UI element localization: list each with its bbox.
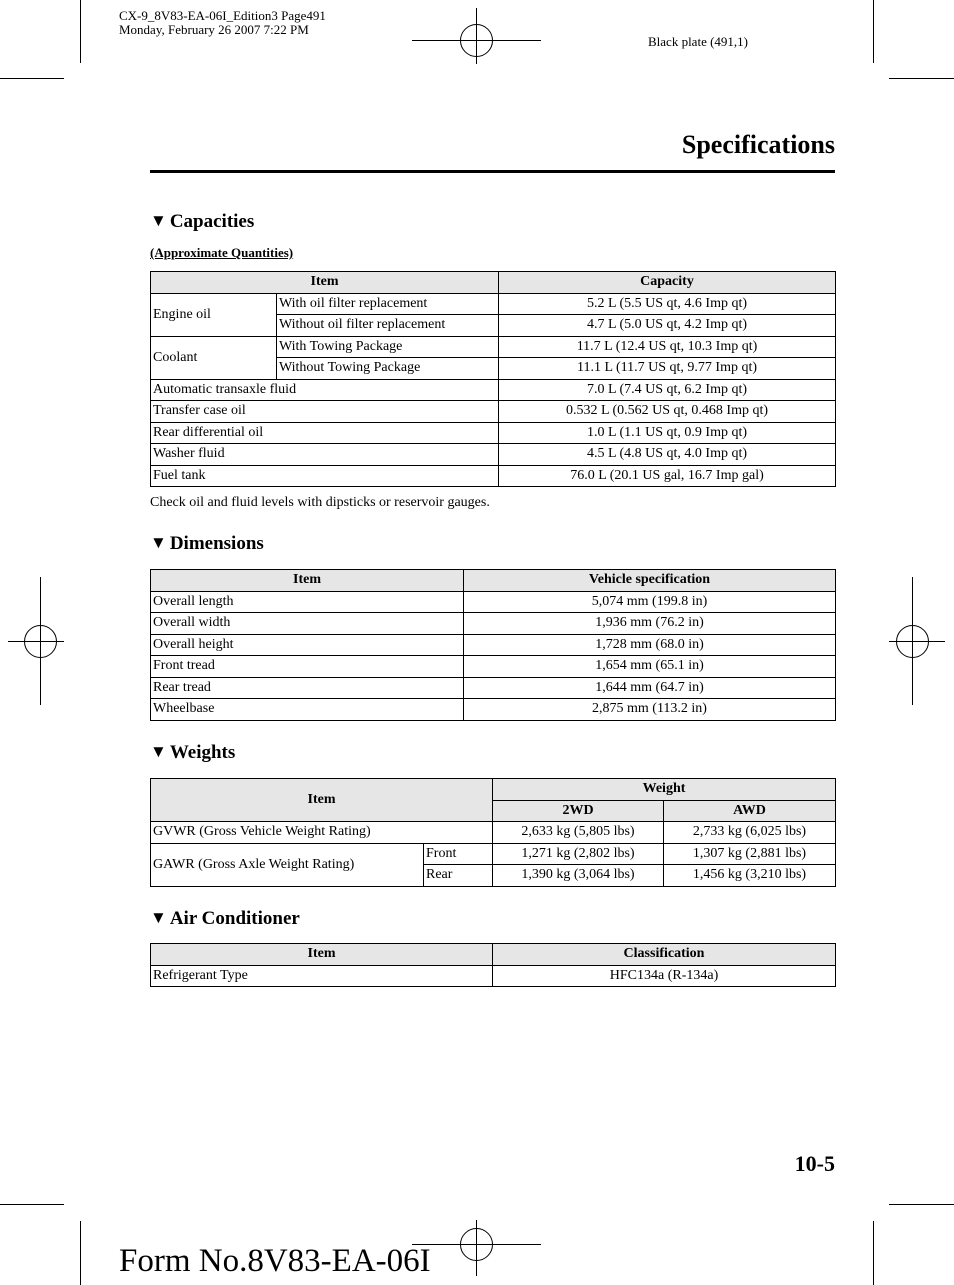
table-header-row [151,570,836,592]
table-cell: 1,456 kg (3,210 lbs) [664,865,836,887]
table-cell: GVWR (Gross Vehicle Weight Rating) [151,822,493,844]
triangle-icon: ▼ [150,211,167,230]
table-row [151,656,836,678]
dimensions-heading [150,533,264,555]
table-cell: Front tread [151,656,464,678]
table-cell: 4.7 L (5.0 US qt, 4.2 Imp qt) [499,315,836,337]
table-cell: Rear tread [151,677,464,699]
triangle-icon: ▼ [150,533,167,552]
col-awd: AWD [664,800,836,822]
air-conditioner-table [150,943,836,987]
table-cell: Transfer case oil [151,401,499,423]
table-cell: 11.1 L (11.7 US qt, 9.77 Imp qt) [499,358,836,380]
table-cell: 2,633 kg (5,805 lbs) [493,822,664,844]
col-weight: Weight [493,779,836,801]
table-row [151,677,836,699]
table-cell: Front [424,843,493,865]
plate-label: Black plate (491,1) [648,34,748,49]
date-line: Monday, February 26 2007 7:22 PM [119,22,309,37]
table-cell: Refrigerant Type [151,965,493,987]
weights-heading [150,742,235,764]
table-cell: HFC134a (R-134a) [493,965,836,987]
table-cell: Overall length [151,591,464,613]
table-cell: 1,654 mm (65.1 in) [464,656,836,678]
table-cell: Without oil filter replacement [277,315,499,337]
weights-heading-text: Weights [169,742,236,763]
weights-table [150,778,836,887]
col-2wd: 2WD [493,800,664,822]
col-item: Item [151,944,493,966]
table-cell: 1,307 kg (2,881 lbs) [664,843,836,865]
table-cell: 1,936 mm (76.2 in) [464,613,836,635]
table-header-row [151,779,836,801]
table-cell: Overall height [151,634,464,656]
table-cell: With oil filter replacement [277,293,499,315]
table-cell: 4.5 L (4.8 US qt, 4.0 Imp qt) [499,444,836,466]
table-header-row [151,272,836,294]
page-number: 10-5 [794,1151,835,1176]
table-cell: Rear differential oil [151,422,499,444]
table-cell: Washer fluid [151,444,499,466]
gawr-cell: GAWR (Gross Axle Weight Rating) [151,843,424,886]
col-capacity: Capacity [499,272,836,294]
page-title: Specifications [681,130,835,159]
table-cell: 1,644 mm (64.7 in) [464,677,836,699]
table-row [151,965,836,987]
table-row [151,591,836,613]
coolant-cell: Coolant [151,336,277,379]
table-cell: Automatic transaxle fluid [151,379,499,401]
dimensions-heading-text: Dimensions [169,533,264,554]
table-cell: 1,728 mm (68.0 in) [464,634,836,656]
table-row [151,822,836,844]
air-conditioner-heading-text: Air Conditioner [169,908,300,929]
capacities-heading-text: Capacities [169,211,255,232]
table-cell: 1,271 kg (2,802 lbs) [493,843,664,865]
engine-oil-cell: Engine oil [151,293,277,336]
triangle-icon: ▼ [150,908,167,927]
table-row [151,293,836,315]
title-rule [150,170,835,173]
col-item: Item [151,570,464,592]
table-cell: 76.0 L (20.1 US gal, 16.7 Imp gal) [499,465,836,487]
table-row [151,699,836,721]
form-number: Form No.8V83-EA-06I [119,1243,431,1279]
file-line: CX-9_8V83-EA-06I_Edition3 Page491 [119,8,326,23]
table-cell: Wheelbase [151,699,464,721]
table-cell: Rear [424,865,493,887]
table-cell: Fuel tank [151,465,499,487]
table-cell: Without Towing Package [277,358,499,380]
table-row [151,634,836,656]
table-cell: 5.2 L (5.5 US qt, 4.6 Imp qt) [499,293,836,315]
table-row [151,843,836,865]
table-row [151,465,836,487]
table-row [151,379,836,401]
table-cell: 5,074 mm (199.8 in) [464,591,836,613]
col-vehicle-specification: Vehicle specification [464,570,836,592]
table-cell: 11.7 L (12.4 US qt, 10.3 Imp qt) [499,336,836,358]
capacities-subheading: (Approximate Quantities) [150,245,294,260]
col-classification: Classification [493,944,836,966]
table-row [151,444,836,466]
col-item: Item [151,779,493,822]
print-file-info [119,9,326,37]
table-cell: 7.0 L (7.4 US qt, 6.2 Imp qt) [499,379,836,401]
dimensions-table [150,569,836,721]
table-cell: With Towing Package [277,336,499,358]
table-row [151,613,836,635]
table-row [151,422,836,444]
table-row [151,401,836,423]
capacities-table [150,271,836,487]
col-item: Item [151,272,499,294]
capacities-note: Check oil and fluid levels with dipsticks or reservoir gauges. [150,495,490,510]
table-cell: Overall width [151,613,464,635]
table-cell: 0.532 L (0.562 US qt, 0.468 Imp qt) [499,401,836,423]
table-cell: 1,390 kg (3,064 lbs) [493,865,664,887]
air-conditioner-heading [150,908,300,930]
triangle-icon: ▼ [150,742,167,761]
table-header-row [151,944,836,966]
table-row [151,336,836,358]
table-cell: 2,875 mm (113.2 in) [464,699,836,721]
table-cell: 1.0 L (1.1 US qt, 0.9 Imp qt) [499,422,836,444]
table-cell: 2,733 kg (6,025 lbs) [664,822,836,844]
capacities-heading [150,211,254,233]
